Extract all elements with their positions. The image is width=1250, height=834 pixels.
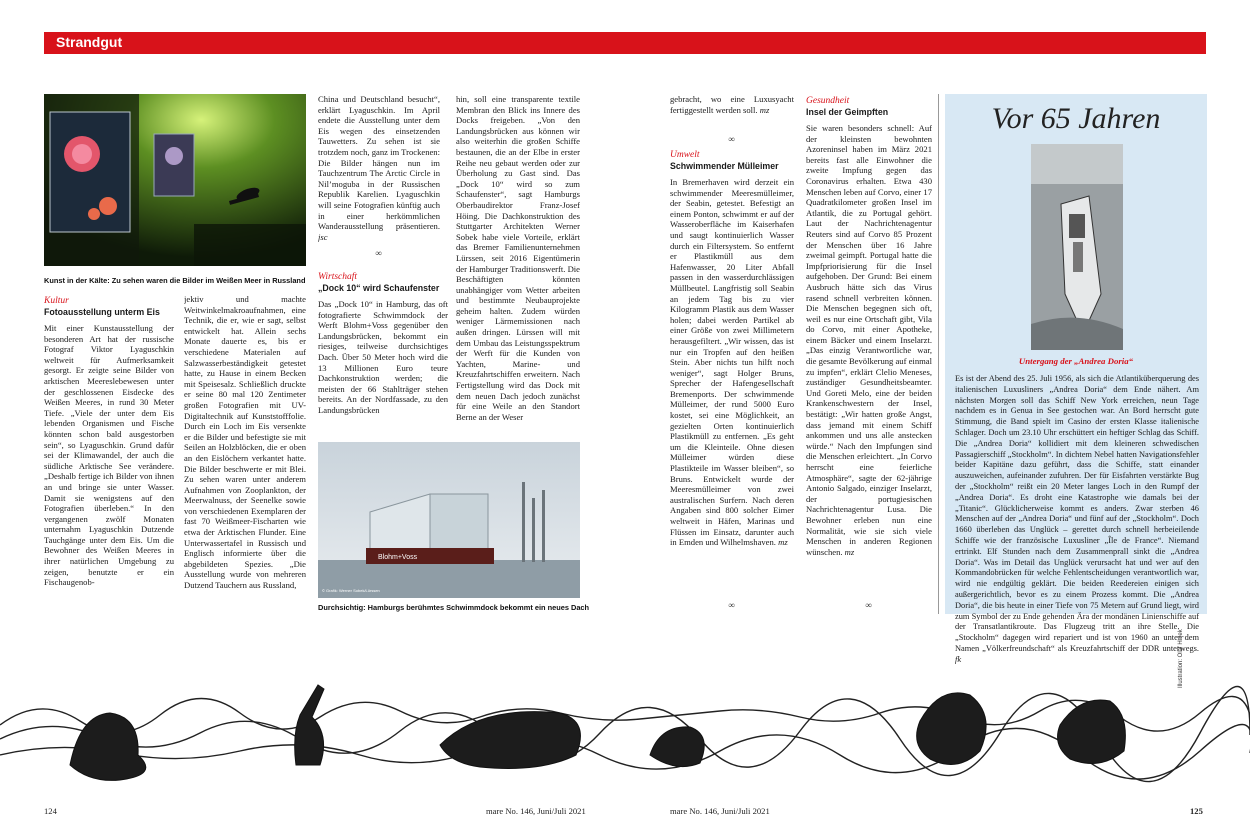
photo-dock-10	[318, 442, 580, 598]
kultur-signature: jsc	[318, 231, 328, 242]
kultur-column-1	[44, 294, 174, 614]
umwelt-column-2	[670, 148, 794, 598]
wirtschaft-column-2	[456, 94, 580, 430]
magazine-issue-right: mare No. 146, Juni/Juli 2021	[670, 806, 770, 816]
sea-creatures-drawing	[0, 655, 1250, 795]
page-number-left: 124	[44, 806, 57, 816]
photo1-caption: Kunst in der Kälte: Zu sehen waren die Bilder im Weißen Meer in Russland	[44, 276, 306, 285]
wirtschaft-headline: „Dock 10“ wird Schaufenster	[318, 283, 440, 293]
gesundheit-signature: mz	[844, 546, 855, 557]
kultur-text-2: jektiv und machte Weitwinkelmakroaufnahmen, eine Technik, die er, wie er sagt, selbst entwickelt hat. Allein sechs Monate dauerte es, bis er verschiedene Materialen auf Salzwasserbeständigkeit getestet hatte, zu Hause in einem Becken mit Speisesalz. Schließlich druckte er seine 80 mal 120 Zentimeter großen Fotografien mit UV-Digitaltechnik auf Kunststofffolie. Durch ein Loch im Eis versenkte er die Bilder und befestigte sie mit Seilen an Holzblöcken, die er oben an den Eislöchern verkantet hatte. Die Bilder beschwerte er mit Blei. Zu sehen waren unter anderem Aufnahmen von Zooplankton, der Meerwalnuss, der Seenelke sowie von verschiedenen Exemplaren der fast 70 Weißmeer-Fischarten wie etwa der Arktischen Flunder. Eine Unterwassertafel in Russisch und Englisch informierte über die abgebildeten Spezies. „Die Ausstellung wurde von mehreren Dutzend Tauchern aus Russland,	[184, 294, 306, 591]
wirtschaft-column-1	[318, 270, 448, 432]
magazine-issue-left: mare No. 146, Juni/Juli 2021	[486, 806, 586, 816]
gesundheit-section-label: Gesundheit	[806, 96, 850, 106]
underwater-photo-illustration	[44, 94, 306, 266]
gesundheit-headline: Insel der Geimpften	[806, 107, 889, 117]
wave-illustration	[0, 655, 1250, 795]
vor65-title: Vor 65 Jahren	[991, 102, 1161, 135]
dock-photo-illustration	[318, 442, 580, 598]
wirtschaft-section-label: Wirtschaft	[318, 272, 358, 282]
umwelt-signature: mz	[778, 537, 788, 548]
umwelt-column-1	[670, 94, 794, 124]
umwelt-headline: Schwimmender Mülleimer	[670, 161, 779, 171]
wirtschaft-text-2: hin, soll eine transparente textile Membran den Blick ins Innere des Docks freigeben. „Von den Landungsbrücken aus können wir also weiterhin die großen Schiffe bestaunen, die an der Elbe in erster Reihe neu gebaut werden oder zur Überholung zu Gast sind. Das „Dock 10“ wird so zum Schaufenster“, sagt Hamburgs Oberbaudirektor Franz-Josef Höing. Die Dachkonstruktion des Stuttgarter Architekten Werner Sobek habe viele Vorteile, erklärt das Bremer Familienunternehmen Lürssen, seit 2016 Eigentümerin der Hamburger Traditionswerft. Die Beschäftigten könnten unabhängiger vom Wetter arbeiten und bestimmte Neubauprojekte geheim halten. Zudem würden weniger Lärmemissionen nach außen dringen. Lürssen will mit dem Umbau das Leistungsspektrum der Werft für die Kunden von Yachten, Marine- und Kreuzfahrtschiffen erweitern. Nach Fertigstellung wird das Dock mit dem neuen Dach jedoch zunächst für eine Weile an den Standort Berne an der Weser	[456, 94, 580, 422]
ornament-2: ∞	[728, 134, 736, 144]
kultur-section-label: Kultur	[44, 296, 69, 306]
illustration-credit: Illustration: Olaf Hajek	[1178, 629, 1184, 688]
dock-sign: Blohm+Voss	[378, 554, 418, 561]
page-number-right: 125	[1190, 806, 1203, 816]
kultur-column-3	[318, 94, 440, 242]
wirtschaft-text-3: gebracht, wo eine Luxusyacht fertiggestellt werden soll.	[670, 94, 794, 115]
photo-underwater-exhibition	[44, 94, 306, 266]
umwelt-text: In Bremerhaven wird derzeit ein schwimmender Meeresmülleimer, der Seabin, getestet. Befestigt an einem Ponton, schwimmt er auf der Wasseroberfläche im Kaiserhafen und saugt kontinuierlich Wasser durch ein Filtersystem. So entfernt er Plastikmüll aus dem Hafenwasser, 20 Liter Abfall passen in den wasserdurchlässigen Müllbeutel. Langfristig soll Seabin an jedem Tag bis zu vier Kilogramm Plastik aus dem Wasser holen; dabei werden Partikel ab einer Größe von zwei Millimetern herausgefiltert. „Wir wissen, das ist nur ein Tropfen auf den heißen Stein. Aber nichts tun hilft noch weniger“, sagt Holger Bruns, Sprecher der Hafengesellschaft Bremenports. Der schwimmende Mülleimer, der rund 5000 Euro kostet, sei eine Möglichkeit, an gezielten Orten kontinuierlich Plastikmüll zu entfernen. „Es geht um die Kleinteile. Ohne diesen Mülleimer würden diese Plastikteile im Wasser bleiben“, so Bruns. Entwickelt wurde der Meeresmülleimer von zwei australischen Surfern. Nach deren Angaben sind 800 solcher Eimer weltweit in Häfen, Marinas und Flüssen im Einsatz, darunter auch in Emden und Wilhelmshaven.	[670, 177, 794, 548]
wirtschaft-signature: mz	[759, 104, 770, 115]
gesundheit-text: Sie waren besonders schnell: Auf der kleinsten bewohnten Azoreninsel haben im März 2021 bereits fast alle Einwohner die zweite Impfung gegen das Coronavirus erhalten. Etwa 430 Menschen leben auf Corvo, einer 17 Quadratkilometer großen Insel im Atlantik, die zu Portugal gehört. Laut der Nachrichtenagentur Reuters sind auf Corvo 85 Prozent der Menschen über 16 Jahre zweimal geimpft. Portugal hatte die Impfpriorisierung für die Insel aufgehoben. Der Grund: Bei einem Ausbruch hätte sich das Virus rasend schnell verbreiten können. Die Menschen begegnen sich oft, weil es nur eine Ortschaft gibt, Vila do Corvo, mit einer Apotheke, einem Bäcker und einem Inselarzt. „Das einzig Verantwortliche war, die gesamte Bevölkerung auf einmal zu impfen“, erklärt Clelio Meneses, zuständiger Gesundheitsbeamter. Und Goreti Melo, eine der beiden Krankenschwestern der Insel, bestätigt: „Wir hatten große Angst, dass jemand mit einem Schiff ankommen und uns alle anstecken würde.“ Nach den Impfungen sind die Menschen erleichtert. „In Corvo herrscht eine feierliche Atmosphäre“, sagte der 62-jährige Antonio Salgado, einziger Inselarzt, der portugiesischen Nachrichtenagentur Lusa. Die Bewohner erleben nun eine Normalität, wie sie sich viele Menschen in anderen Regionen wünschen.	[806, 123, 932, 557]
ornament-1: ∞	[375, 248, 383, 258]
vor65-text: Es ist der Abend des 25. Juli 1956, als sich die Atlantiküberquerung des italienischen Luxusliners „Andrea Doria“ dem Ende nähert. Am nächsten Morgen soll das Schiff New York erreichen, neun Tage nachdem es in Genua in See gestochen war. An Bord herrscht gute Stimmung, die Band spielt im Casino der ersten Klasse italienische Schlager. Doch um 23.10 Uhr erschüttert ein heftiger Schlag das Schiff. Die „Andrea Doria“ kollidiert mit dem kleineren schwedischen Passagierschiff „Stockholm“. In dichtem Nebel hatten Navigationsfehler beider Kapitäne dazu geführt, dass die Schiffe, statt einander auszuweichen, aufeinander zufuhren. Der für Eisfahrten verstärkte Bug der „Stockholm“ reißt ein 20 Meter langes Loch in den Rumpf der „Andrea Doria“. Es droht eine Katastrophe wie damals bei der „Titanic“. Glücklicherweise kommt es anders. Zwar sterben 46 Menschen auf der „Andrea Doria“ und fünf auf der „Stockholm“. Doch 1660 überleben das Unglück – gerettet durch schnell herbeieilende Schiffe wie der französische Luxusliner „Île de France“. Niemand ertrinkt. Elf Stunden nach dem Zusammenprall sinkt die „Andrea Doria“. Was im Detail das Unglück verursacht hat und wer auf den Kommandobrücken für welche Fehlentscheidungen verantwortlich war, wird nie endgültig geklärt. Die beiden Reedereien einigen sich außergerichtlich, bevor es zu einem Prozess kommt. Die „Andrea Doria“, die bis heute in einer Tiefe von 75 Metern auf Grund liegt, wird zum Symbol der zu Ende gehenden Ära der mondänen Linienschiffe auf der Transatlantikroute. Das Flugzeug tritt an ihre Stelle. Die „Stockholm“ dagegen wird repariert und ist von 1960 an unter dem Namen „Völkerfreundschaft“ als Kreuzfahrtschiff der DDR unterwegs.	[955, 374, 1199, 653]
section-title: Strandgut	[56, 34, 123, 50]
kultur-text-3: China und Deutschland besucht“, erklärt Lyaguschkin. Im April endete die Ausstellung unter dem Eis wegen des einsetzenden Tauwetters. Zu sehen ist sie trotzdem noch, ganz im Trockenen: Die Bilder hängen nun im Tauchzentrum The Arctic Circle in Nil’moguba in der Russischen Republik Karelien. Lyaguschkin will seine Fotografien künftig auch in einer herkömmlichen Wanderausstellung präsentieren.	[318, 94, 440, 232]
ornament-3: ∞	[728, 600, 736, 610]
kultur-headline: Fotoausstellung unterm Eis	[44, 307, 160, 317]
ornament-4: ∞	[865, 600, 873, 610]
column-rule	[938, 94, 939, 614]
photo2-credit: © Grafik: Werner Sobek/Lürssen	[322, 588, 380, 593]
wirtschaft-text-1: Das „Dock 10“ in Hamburg, das oft fotografierte Schwimmdock der Werft Blohm+Voss gegenüber den Landungsbrücken, bekommt ein riesiges, teilweise durchsichtiges Dach. Über 50 Meter hoch wird die 13 Millionen Euro teure Dachkonstruktion werden; die meisten der 66 Stahlträger stehen bereits. An der Nordfassade, zu den Landungsbrücken	[318, 299, 448, 415]
vor65-text-block	[955, 374, 1199, 666]
gesundheit-column	[806, 94, 932, 598]
kultur-text-1: Mit einer Kunstausstellung der besonderen Art hat der russische Fotograf Viktor Lyaguschkin weltweit für Aufmerksamkeit gesorgt. Er zeigte seine Bilder von arktischen Meereslebewesen unter der geschlossenen Eisdecke des Weißen Meeres, in rund 30 Meter Tiefe. „Viele der unter dem Eis lebenden Organismen und Fische könnten schon bald ausgestorben sein“, so Lyaguschkin. Grund dafür sei der Klimawandel, der auch die südliche Arktische See verändere. „Deshalb fertige ich Bilder von ihnen an und bringe sie unter Wasser. Damit sie wenigstens auf den Fotografien überleben.“ In den vergangenen zwölf Monaten unternahm Lyaguschkin Dutzende Tauchgänge unter dem Eis. Um die Bewohner des Weißen Meeres in ihrer natürlichen Umgebung zu zeigen, benutzte er ein Fischaugenob-	[44, 323, 174, 588]
vor65-caption: Untergang der „Andrea Doria“	[1018, 356, 1134, 366]
vor65-signature: fk	[955, 654, 962, 664]
andrea-doria-photo	[1031, 144, 1123, 350]
section-banner	[44, 32, 1206, 54]
photo2-caption: Durchsichtig: Hamburgs berühmtes Schwimmdock bekommt ein neues Dach	[318, 603, 590, 612]
kultur-column-2	[184, 294, 306, 614]
umwelt-section-label: Umwelt	[670, 150, 700, 160]
